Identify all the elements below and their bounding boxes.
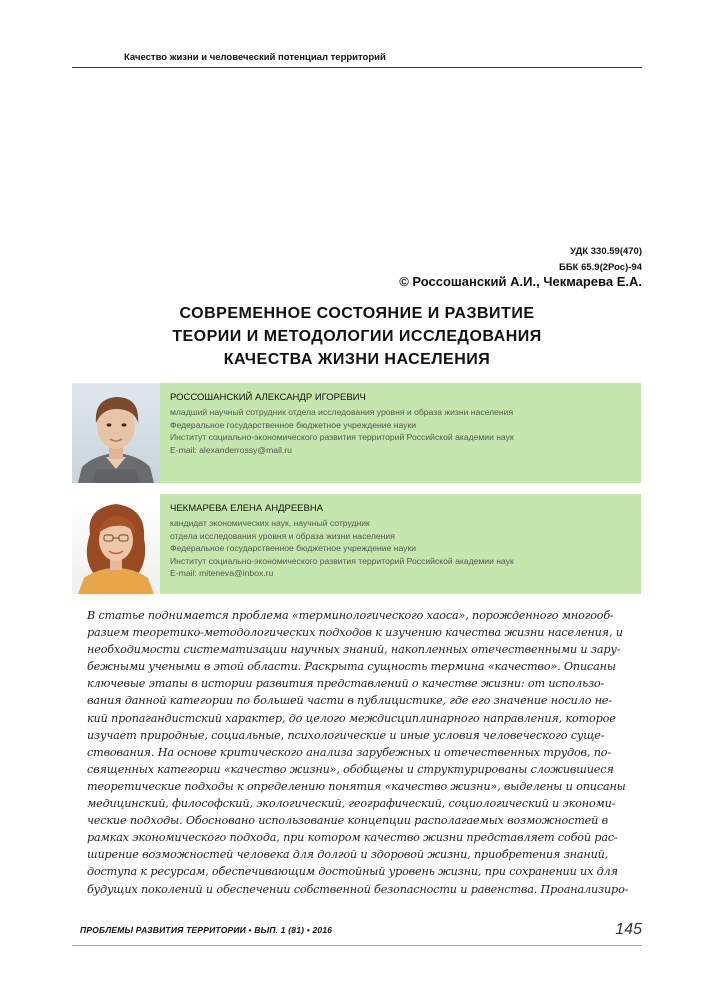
title-line-1: СОВРЕМЕННОЕ СОСТОЯНИЕ И РАЗВИТИЕ <box>179 305 535 322</box>
author-name: РОССОШАНСКИЙ АЛЕКСАНДР ИГОРЕВИЧ <box>170 392 366 403</box>
article-title <box>72 302 642 371</box>
author-position: младший научный сотрудник отдела исследования уровня и образа жизни населения <box>170 407 514 417</box>
abstract-line: В статье поднимается проблема «терминологического хаоса», порожденного многооб- <box>87 609 614 622</box>
abstract-line: медицинский, философский, экологический, географический, социологический и экономи- <box>87 797 616 811</box>
author-email: E-mail: miteneva@inbox.ru <box>170 568 274 579</box>
abstract-line: необходимости систематизации научных знаний, накопленных отечественными и зару- <box>87 643 621 657</box>
abstract-line: изучает природные, социальные, психологические и иные условия человеческого суще- <box>87 728 605 742</box>
abstract-line: будущих поколений и обеспечении собственной безопасности и равенства. Проанализиро- <box>87 882 629 896</box>
author-institute: Институт социально-экономического развития территорий Российской академии наук <box>170 555 514 566</box>
abstract-line: рамках экономического подхода, при котором качество жизни представляет собой рас- <box>87 831 618 845</box>
abstract-line: вания данной категории по большей части в публицистике, где его значение носило не- <box>87 694 613 708</box>
bbk-code: ББК 65.9(2Рос)-94 <box>559 262 642 273</box>
footer-rule <box>72 945 642 946</box>
abstract-line: священных категории «качество жизни», обобщены и структурированы сложившиеся <box>87 762 614 776</box>
abstract <box>87 607 642 898</box>
abstract-line: кий пропагандистский характер, до целого междисциплинарного направления, которое <box>87 711 616 725</box>
portrait-male-image <box>72 383 160 483</box>
author-name: ЧЕКМАРЕВА ЕЛЕНА АНДРЕЕВНА <box>170 503 324 514</box>
author-photo-chekmareva <box>72 494 160 594</box>
author-card-chekmareva <box>72 494 641 594</box>
portrait-female-image <box>72 494 160 594</box>
author-email: E-mail: alexanderrossy@mail.ru <box>170 444 292 455</box>
running-head: Качество жизни и человеческий потенциал территорий <box>124 52 386 63</box>
header-rule <box>72 67 642 68</box>
abstract-line: разием теоретико-методологических подходов к изучению качества жизни населения, и <box>87 626 623 640</box>
author-institute: Институт социально-экономического развития территорий Российской академии наук <box>170 432 514 443</box>
title-line-3: КАЧЕСТВА ЖИЗНИ НАСЕЛЕНИЯ <box>223 351 491 368</box>
author-card-rossoshansky <box>72 383 641 483</box>
copyright-line: © Россошанский А.И., Чекмарева Е.А. <box>399 274 642 289</box>
author-info-chekmareva <box>160 494 641 594</box>
abstract-line: ширение возможностей человека для долгой и здоровой жизни, приобретения знаний, <box>87 848 609 862</box>
abstract-line: ческие подходы. Обосновано использование концепции располагаемых возможностей в <box>87 814 608 828</box>
title-line-2: ТЕОРИИ И МЕТОДОЛОГИИ ИССЛЕДОВАНИЯ <box>172 328 542 345</box>
journal-footer: ПРОБЛЕМЫ РАЗВИТИЯ ТЕРРИТОРИИ • ВЫП. 1 (81) • 2016 <box>80 925 333 935</box>
abstract-line: теоретические подходы к определению понятия «качество жизни», выделены и описаны <box>87 779 626 793</box>
classification-codes <box>559 244 642 276</box>
abstract-line: доступа к ресурсам, обеспечивающим достойный уровень жизни, при сохранении их для <box>87 865 618 879</box>
abstract-line: ключевые этапы в истории развития представлений о качестве жизни: от использо- <box>87 677 605 691</box>
author-degree: кандидат экономических наук, научный сотрудник <box>170 518 370 528</box>
author-photo-rossoshansky <box>72 383 160 483</box>
abstract-line: бежными учеными в этой области. Раскрыта сущность термина «качество». Описаны <box>87 660 616 674</box>
author-department: отдела исследования уровня и образа жизни населения <box>170 530 395 541</box>
abstract-line: ствования. На основе критического анализа зарубежных и отечественных трудов, по- <box>87 745 612 759</box>
udk-code: УДК 330.59(470) <box>570 246 642 257</box>
page-number: 145 <box>615 921 642 938</box>
author-organization: Федеральное государственное бюджетное учреждение науки <box>170 543 417 554</box>
author-info-rossoshansky <box>160 383 641 483</box>
author-organization: Федеральное государственное бюджетное учреждение науки <box>170 419 417 430</box>
